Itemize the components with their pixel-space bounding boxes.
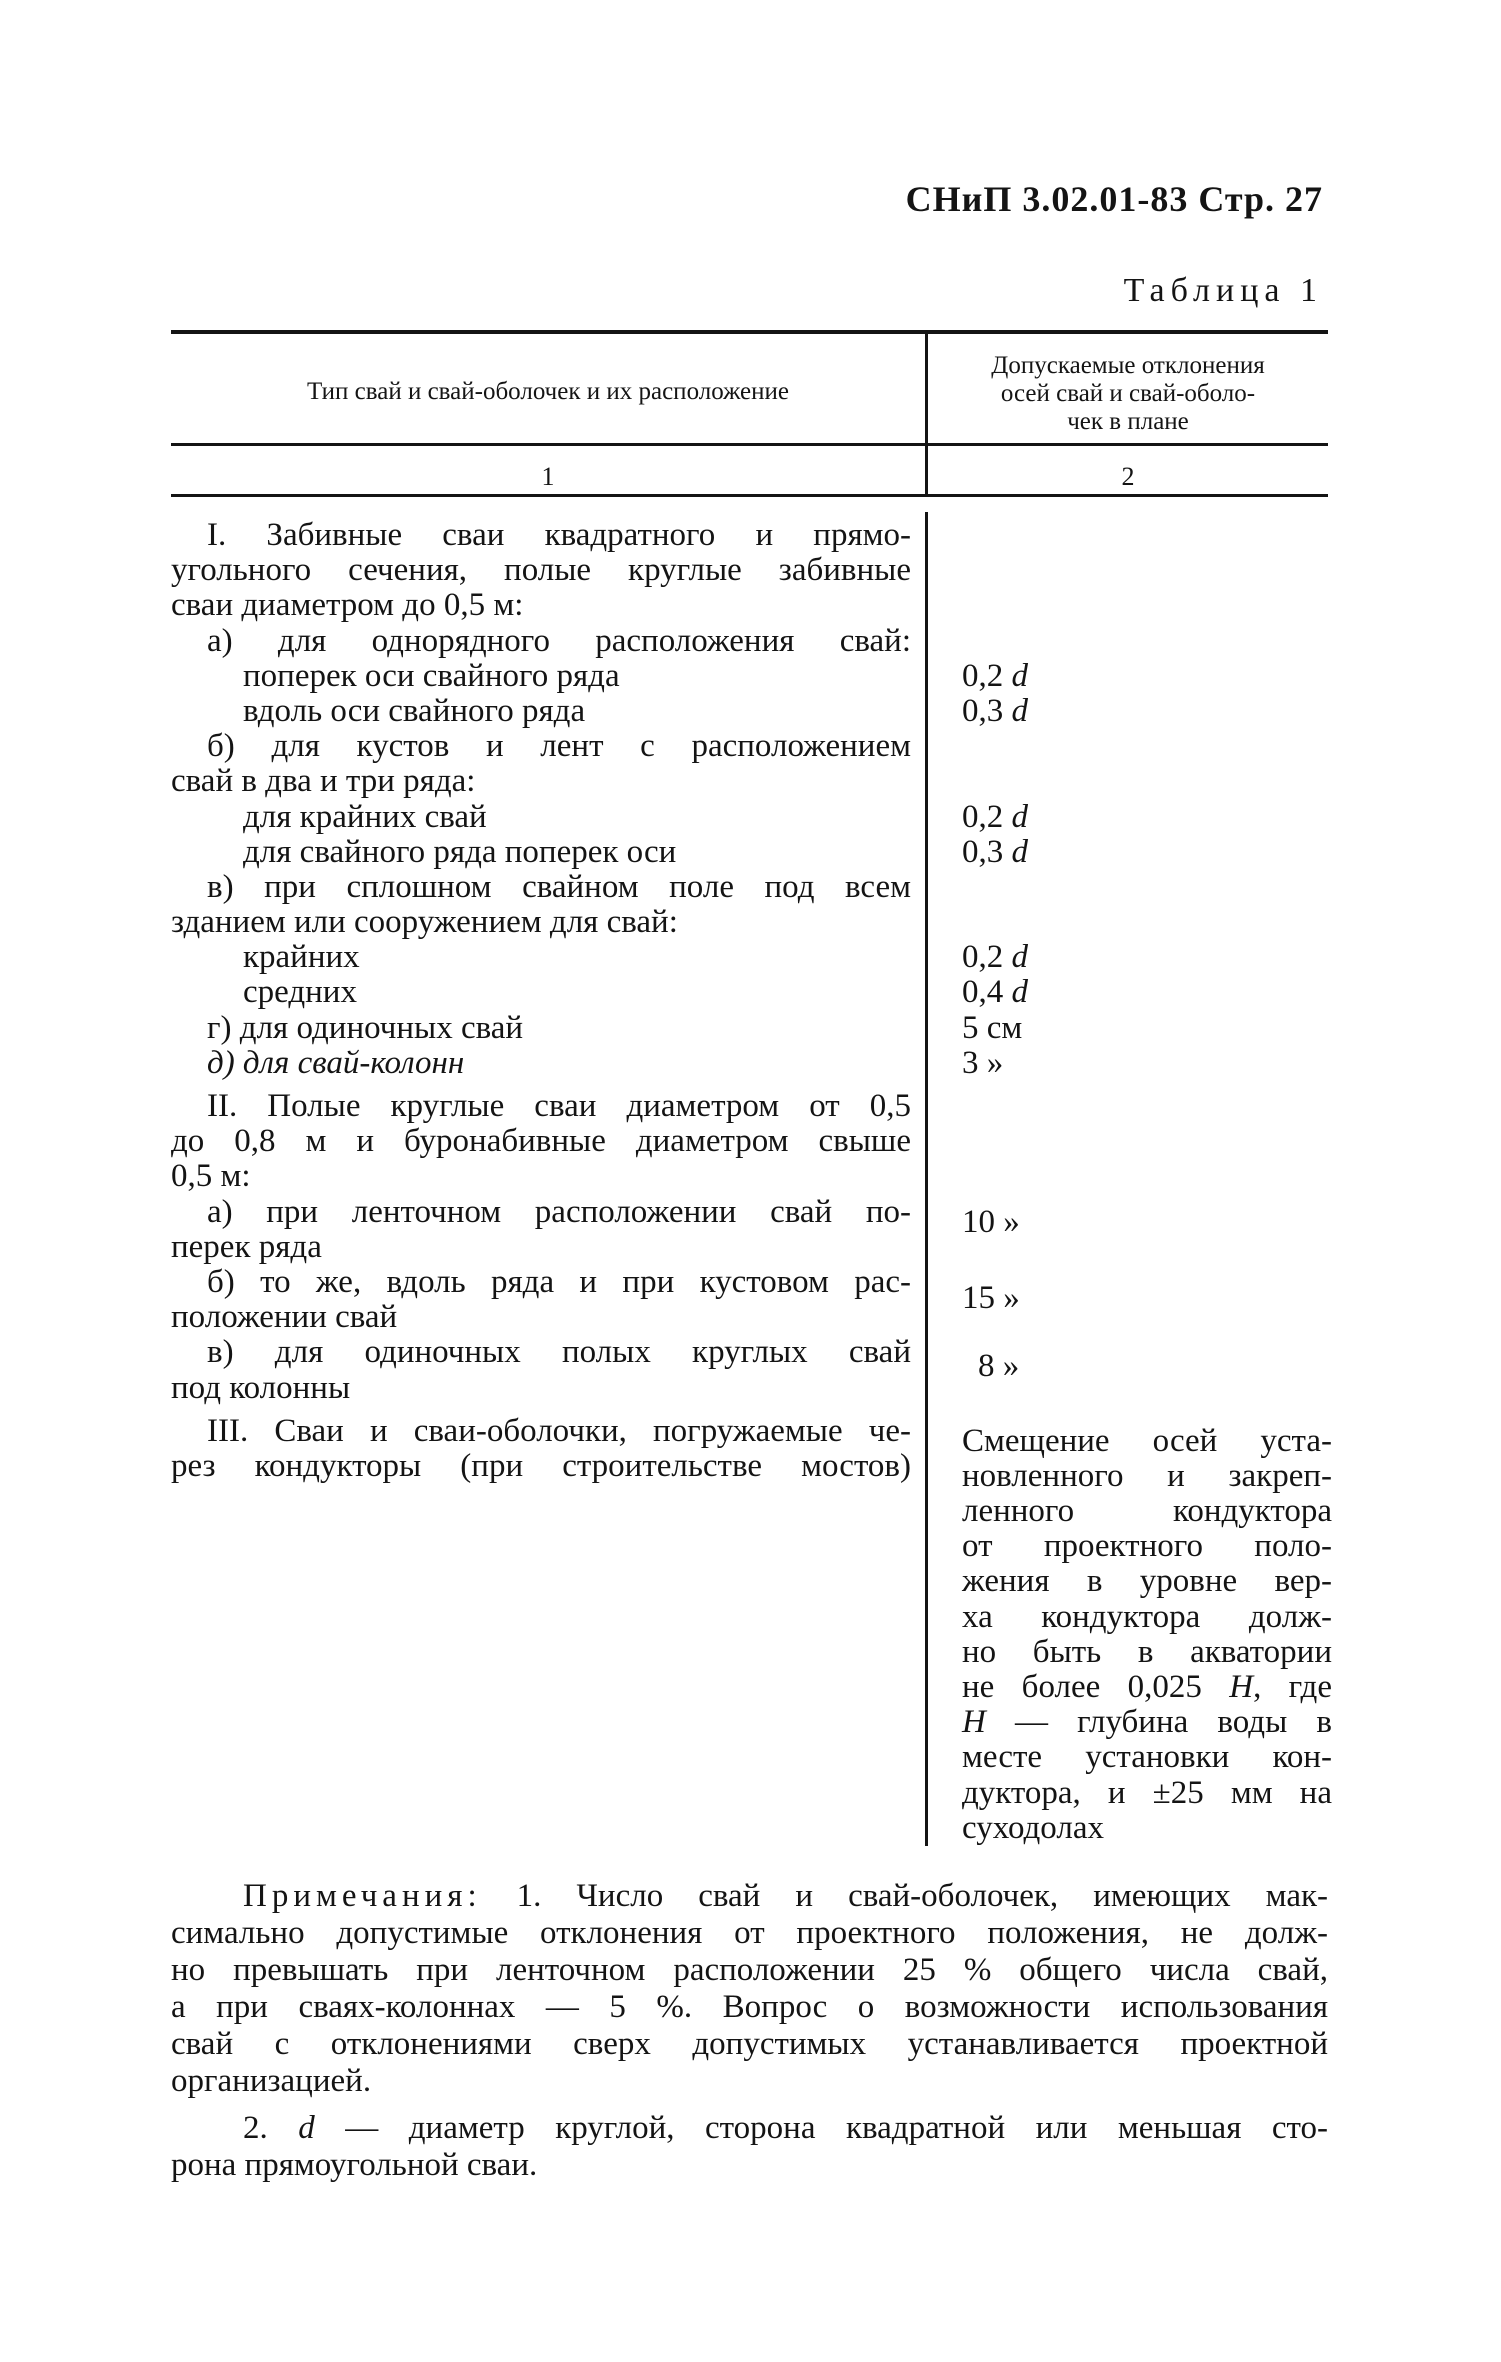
deviation-text-line: не более 0,025 H, где bbox=[962, 1669, 1332, 1705]
note-text: организацией. bbox=[171, 2063, 372, 2099]
deviation-values-column bbox=[962, 518, 1332, 1846]
note-text: симально допустимые отклонения от проектного положения, не долж- bbox=[171, 1915, 1328, 1951]
deviation-value: 0,4 d bbox=[962, 974, 1028, 1011]
deviation-value: 5 см bbox=[962, 1009, 1023, 1046]
deviation-value: 15 » bbox=[962, 1279, 1020, 1316]
deviation-text-line: но быть в акватории bbox=[962, 1633, 1332, 1670]
table-text-line: 0,5 м: bbox=[171, 1158, 251, 1195]
table-text-line: для свайного ряда поперек оси bbox=[243, 833, 677, 870]
table-text-line: для крайних свай bbox=[243, 798, 487, 835]
deviation-text-line: дуктора, и ±25 мм на bbox=[962, 1774, 1332, 1811]
table-text-line: а) при ленточном расположении свай по- bbox=[207, 1193, 911, 1230]
table-text-line: б) для кустов и лент с расположением bbox=[207, 728, 911, 765]
deviation-value: 0,2 d bbox=[962, 657, 1028, 694]
table-text-line: I. Забивные сваи квадратного и прямо- bbox=[207, 517, 911, 553]
table-text-line: в) при сплошном свайном поле под всем bbox=[207, 868, 911, 905]
note-text: а при сваях-колоннах — 5 %. Вопрос о возможности использования bbox=[171, 1989, 1328, 2025]
deviation-text-line: Смещение осей уста- bbox=[962, 1422, 1332, 1459]
column-header-type: Тип свай и свай-оболочек и их расположение bbox=[307, 378, 789, 405]
table-text-line: средних bbox=[243, 974, 357, 1011]
table-text-line: до 0,8 м и буронабивные диаметром свыше bbox=[171, 1123, 911, 1160]
deviation-text-line: H — глубина воды в bbox=[962, 1704, 1332, 1741]
table-text-line: II. Полые круглые сваи диаметром от 0,5 bbox=[207, 1088, 911, 1124]
deviation-value: 3 » bbox=[962, 1044, 1004, 1081]
deviation-value: 0,2 d bbox=[962, 939, 1028, 976]
table-text-line: III. Сваи и сваи-оболочки, погружаемые че- bbox=[207, 1412, 911, 1449]
deviation-text-line: месте установки кон- bbox=[962, 1739, 1332, 1776]
table-text-line: г) для одиночных свай bbox=[207, 1009, 524, 1046]
table-text-line: б) то же, вдоль ряда и при кустовом рас- bbox=[207, 1263, 911, 1300]
numbers-bottom-rule bbox=[171, 494, 1328, 497]
note-text: но превышать при ленточном расположении 25 % общего числа свай, bbox=[171, 1952, 1328, 1988]
deviation-text-line: ха кондуктора долж- bbox=[962, 1598, 1332, 1635]
note-1-first-line bbox=[171, 1878, 1328, 1915]
deviation-value: 10 » bbox=[962, 1203, 1020, 1240]
table-text-line: а) для однорядного расположения свай: bbox=[207, 622, 911, 659]
table-text-line: рез кондукторы (при строительстве мостов) bbox=[171, 1447, 911, 1484]
deviation-value: 8 » bbox=[978, 1348, 1020, 1385]
notes-section bbox=[171, 1878, 1328, 2184]
table-text-line: свай в два и три ряда: bbox=[171, 763, 476, 800]
table-text-line: зданием или сооружением для свай: bbox=[171, 904, 678, 941]
column-header-line: чек в плане bbox=[1067, 408, 1189, 435]
table-text-line: сваи диаметром до 0,5 м: bbox=[171, 587, 524, 624]
column-divider-body bbox=[925, 512, 928, 1846]
notes-label: Примечания: bbox=[243, 1878, 482, 1914]
table-text-line: д) для свай-колонн bbox=[207, 1044, 465, 1081]
page-header: СНиП 3.02.01-83 Стр. 27 bbox=[905, 179, 1323, 219]
note-text: свай с отклонениями сверх допустимых устанавливается проектной bbox=[171, 2026, 1328, 2062]
deviation-value: 0,3 d bbox=[962, 833, 1028, 870]
table-text-line: положении свай bbox=[171, 1299, 398, 1336]
header-bottom-rule bbox=[171, 443, 1328, 446]
pile-types-column bbox=[171, 518, 911, 1484]
table-text-line: перек ряда bbox=[171, 1228, 322, 1265]
deviation-text-line: ленного кондуктора bbox=[962, 1493, 1332, 1530]
deviation-text-line: от проектного поло- bbox=[962, 1528, 1332, 1565]
table-text-line: в) для одиночных полых круглых свай bbox=[207, 1334, 911, 1371]
column-number-2: 2 bbox=[1121, 462, 1135, 491]
deviation-text-line: жения в уровне вер- bbox=[962, 1563, 1332, 1600]
column-header-line: Допускаемые отклонения bbox=[991, 352, 1265, 379]
column-header-line: осей свай и свай-оболо- bbox=[1000, 380, 1256, 407]
table-text-line: угольного сечения, полые круглые забивные bbox=[171, 552, 911, 589]
table-text-line: крайних bbox=[243, 939, 360, 976]
table-label: Таблица 1 bbox=[1123, 272, 1323, 309]
column-number-1: 1 bbox=[541, 462, 555, 491]
table-text-line: поперек оси свайного ряда bbox=[243, 657, 620, 694]
note-2-text: рона прямоугольной сваи. bbox=[171, 2147, 538, 2183]
deviation-text-line: новленного и закреп- bbox=[962, 1457, 1332, 1494]
note-2-text: 2. d — диаметр круглой, сторона квадратной или меньшая сто- bbox=[243, 2110, 1329, 2146]
table-top-rule bbox=[171, 330, 1328, 334]
column-header-deviation bbox=[928, 352, 1328, 436]
deviation-value: 0,2 d bbox=[962, 798, 1028, 835]
table-text-line: под колонны bbox=[171, 1369, 351, 1406]
table-text-line: вдоль оси свайного ряда bbox=[243, 692, 586, 729]
deviation-value: 0,3 d bbox=[962, 692, 1028, 729]
note-text: 1. Число свай и свай-оболочек, имеющих мак- bbox=[516, 1878, 1328, 1914]
deviation-text-line: суходолах bbox=[962, 1809, 1104, 1846]
